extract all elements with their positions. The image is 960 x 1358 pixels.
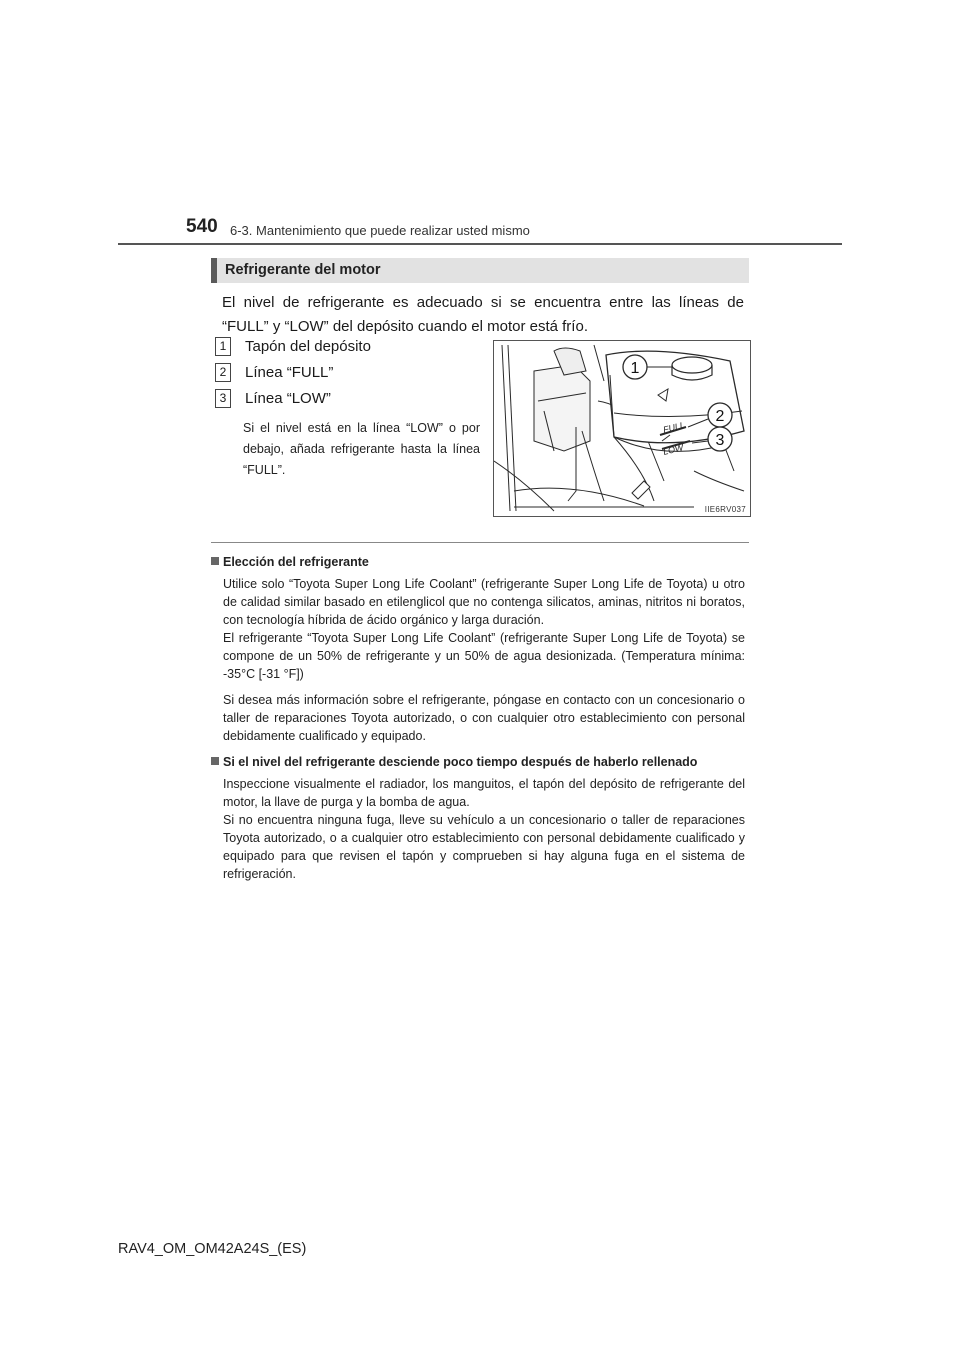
page-number: 540 — [186, 216, 218, 237]
legend-item-3 — [215, 389, 331, 409]
engine-bay-illustration — [494, 341, 750, 516]
low-mark-label: LOW — [662, 442, 685, 457]
legend-label-2: Línea “FULL” — [245, 364, 334, 381]
sub-heading-coolant-choice — [211, 555, 369, 569]
intro-paragraph: El nivel de refrigerante es adecuado si se encuentra entre las líneas de “FULL” y “LOW” del depósito cuando el motor está frío. — [222, 294, 744, 335]
full-mark-label: FULL — [662, 419, 686, 435]
paragraph-level-drop — [223, 775, 745, 883]
callout-3-number: 3 — [715, 432, 725, 449]
bullet-square-icon — [211, 557, 219, 565]
bullet-square-icon — [211, 757, 219, 765]
legend-label-3: Línea “LOW” — [245, 390, 331, 407]
section-title-bar — [211, 258, 749, 283]
sub-heading-text: Si el nivel del refrigerante desciende poco tiempo después de haberlo rellenado — [223, 755, 698, 769]
level-note: Si el nivel está en la línea “LOW” o por debajo, añada refrigerante hasta la línea “FULL”. — [243, 421, 480, 477]
section-divider — [211, 542, 749, 543]
callout-2-number: 2 — [715, 408, 725, 425]
paragraph-no-leak: Si no encuentra ninguna fuga, lleve su vehículo a un concesionario o taller de reparaciones Toyota autorizado, o a cualquier otro establecimiento con personal debidamente cualificado y equipado para que revisen el tapón y comprueben si hay alguna fuga en el sistema de refrigeración. — [223, 813, 745, 881]
section-reference: 6-3. Mantenimiento que puede realizar usted mismo — [230, 223, 530, 238]
legend-item-1 — [215, 337, 371, 357]
paragraph-coolant-mix: El refrigerante “Toyota Super Long Life Coolant” (refrigerante Super Long Life de Toyota) se compone de un 50% de refrigerante y un 50% de agua desionizada. (Temperatura mínima: -35°C [-31 °F]) — [223, 631, 745, 681]
figure-code: IIE6RV037 — [704, 505, 746, 514]
legend-label-1: Tapón del depósito — [245, 338, 371, 355]
section-title: Refrigerante del motor — [225, 262, 381, 278]
sub-heading-level-drop — [211, 755, 697, 769]
paragraph-coolant-contact: Si desea más información sobre el refrigerante, póngase en contacto con un concesionario o taller de reparaciones Toyota autorizado, o con cualquier otro establecimiento con personal debidamente cualificado y equipado. — [223, 693, 745, 743]
footer-document-code: RAV4_OM_OM42A24S_(ES) — [118, 1241, 307, 1257]
paragraph-coolant-type: Utilice solo “Toyota Super Long Life Coolant” (refrigerante Super Long Life de Toyota) u otro de calidad similar basado en etilenglicol que no contenga silicatos, aminas, nitritos ni boratos, con tecnología híbrida de ácido orgánico y larga duración. — [223, 577, 745, 627]
legend-item-2 — [215, 363, 333, 383]
sub-heading-text: Elección del refrigerante — [223, 555, 369, 569]
callout-1-number: 1 — [630, 360, 640, 377]
legend-number-2: 2 — [215, 363, 231, 382]
coolant-reservoir-figure — [493, 340, 751, 517]
legend-number-1: 1 — [215, 337, 231, 356]
paragraph-inspect: Inspeccione visualmente el radiador, los manguitos, el tapón del depósito de refrigerante del motor, la llave de purga y la bomba de agua. — [223, 777, 745, 809]
legend-number-3: 3 — [215, 389, 231, 408]
header-rule — [118, 243, 842, 245]
section-title-accent — [211, 258, 217, 283]
